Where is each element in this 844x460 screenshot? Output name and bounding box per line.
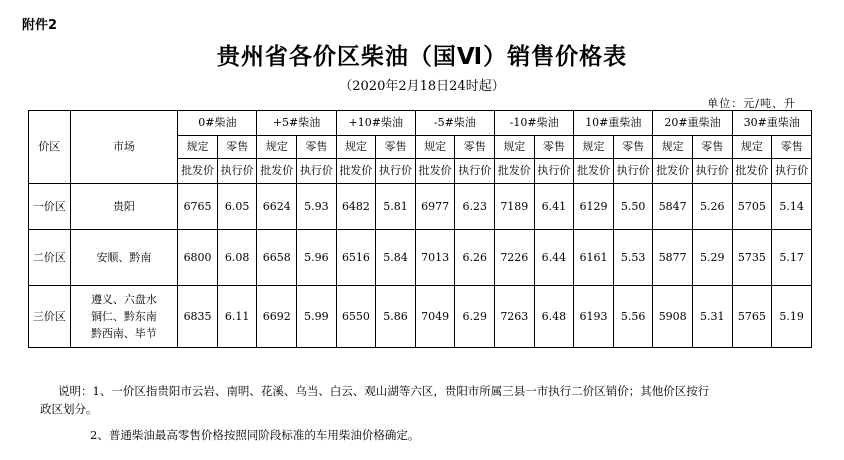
- wholesale-price-cell: 7263: [495, 286, 535, 348]
- retail-price-cell: 6.29: [455, 286, 495, 348]
- retail-price-cell: 5.93: [297, 184, 337, 230]
- retail-price-cell: 5.50: [613, 184, 653, 230]
- wholesale-price-cell: 6624: [257, 184, 297, 230]
- market-name: 遵义、六盘水: [90, 293, 157, 306]
- subheader-top: 规定: [257, 136, 297, 159]
- retail-price-cell: 6.44: [534, 230, 574, 286]
- subheader-bottom: 执行价: [692, 159, 732, 184]
- market-cell: [70, 230, 178, 286]
- market-name: 黔西南、毕节: [90, 327, 157, 340]
- fuel-type-header: 0#柴油: [178, 111, 257, 136]
- subheader-top: 零售: [376, 136, 416, 159]
- wholesale-price-cell: 6161: [574, 230, 614, 286]
- wholesale-price-cell: 5908: [653, 286, 693, 348]
- fuel-type-header: 30#重柴油: [732, 111, 811, 136]
- table-row: [29, 230, 812, 286]
- note-1-continued: 政区划分。: [40, 402, 98, 416]
- retail-price-cell: 6.11: [217, 286, 257, 348]
- retail-price-cell: 6.26: [455, 230, 495, 286]
- subheader-top: 规定: [178, 136, 218, 159]
- subheader-top: 规定: [574, 136, 614, 159]
- fuel-type-header: 20#重柴油: [653, 111, 732, 136]
- region-cell: 三价区: [29, 286, 71, 348]
- subheader-top: 零售: [692, 136, 732, 159]
- wholesale-price-cell: 6550: [336, 286, 376, 348]
- wholesale-price-cell: 6835: [178, 286, 218, 348]
- subheader-top: 零售: [613, 136, 653, 159]
- wholesale-price-cell: 5847: [653, 184, 693, 230]
- wholesale-price-cell: 6482: [336, 184, 376, 230]
- market-cell: [70, 184, 178, 230]
- subheader-bottom: 执行价: [613, 159, 653, 184]
- wholesale-price-cell: 7189: [495, 184, 535, 230]
- table-row: [29, 286, 812, 348]
- retail-price-cell: 5.31: [692, 286, 732, 348]
- subheader-top: 零售: [772, 136, 812, 159]
- wholesale-price-cell: 6977: [415, 184, 455, 230]
- wholesale-price-cell: 5735: [732, 230, 772, 286]
- subheader-bottom: 执行价: [455, 159, 495, 184]
- market-cell: [70, 286, 178, 348]
- subheader-bottom: 执行价: [376, 159, 416, 184]
- subheader-bottom: 执行价: [772, 159, 812, 184]
- retail-price-cell: 5.99: [297, 286, 337, 348]
- wholesale-price-cell: 7013: [415, 230, 455, 286]
- page-subtitle: （2020年2月18日24时起）: [339, 79, 505, 94]
- retail-price-cell: 6.41: [534, 184, 574, 230]
- retail-price-cell: 5.26: [692, 184, 732, 230]
- wholesale-price-cell: 5705: [732, 184, 772, 230]
- attachment-label: 附件2: [22, 18, 58, 33]
- wholesale-price-cell: 6800: [178, 230, 218, 286]
- wholesale-price-cell: 6658: [257, 230, 297, 286]
- subheader-bottom: 批发价: [178, 159, 218, 184]
- fuel-type-header: -5#柴油: [415, 111, 494, 136]
- note-1: 说明：1、一价区指贵阳市云岩、南明、花溪、乌当、白云、观山湖等六区，贵阳市所属三县一市执行二价区销价；其他价区按行: [58, 384, 710, 398]
- retail-price-cell: 6.05: [217, 184, 257, 230]
- subheader-bottom: 批发价: [732, 159, 772, 184]
- subheader-top: 零售: [297, 136, 337, 159]
- retail-price-cell: 5.29: [692, 230, 732, 286]
- subheader-top: 零售: [217, 136, 257, 159]
- subheader-bottom: 批发价: [495, 159, 535, 184]
- region-cell: 二价区: [29, 230, 71, 286]
- fuel-type-header: +10#柴油: [336, 111, 415, 136]
- wholesale-price-cell: 7226: [495, 230, 535, 286]
- header-region: 价区: [29, 111, 71, 184]
- retail-price-cell: 5.19: [772, 286, 812, 348]
- wholesale-price-cell: 5877: [653, 230, 693, 286]
- subheader-top: 规定: [415, 136, 455, 159]
- subheader-top: 规定: [732, 136, 772, 159]
- retail-price-cell: 5.53: [613, 230, 653, 286]
- wholesale-price-cell: 6129: [574, 184, 614, 230]
- subheader-bottom: 批发价: [653, 159, 693, 184]
- retail-price-cell: 5.86: [376, 286, 416, 348]
- wholesale-price-cell: 6765: [178, 184, 218, 230]
- retail-price-cell: 5.81: [376, 184, 416, 230]
- fuel-type-header: -10#柴油: [495, 111, 574, 136]
- fuel-type-header: 10#重柴油: [574, 111, 653, 136]
- retail-price-cell: 5.14: [772, 184, 812, 230]
- wholesale-price-cell: 5765: [732, 286, 772, 348]
- subheader-top: 零售: [455, 136, 495, 159]
- subheader-top: 规定: [653, 136, 693, 159]
- wholesale-price-cell: 7049: [415, 286, 455, 348]
- retail-price-cell: 5.56: [613, 286, 653, 348]
- note-2: 2、普通柴油最高零售价格按照同阶段标准的车用柴油价格确定。: [90, 428, 420, 442]
- fuel-type-header: +5#柴油: [257, 111, 336, 136]
- subheader-top: 零售: [534, 136, 574, 159]
- market-name: 安顺、黔南: [96, 251, 152, 264]
- subheader-bottom: 批发价: [415, 159, 455, 184]
- header-market: 市场: [70, 111, 178, 184]
- wholesale-price-cell: 6193: [574, 286, 614, 348]
- subheader-bottom: 执行价: [297, 159, 337, 184]
- price-table: [28, 110, 812, 348]
- retail-price-cell: 5.84: [376, 230, 416, 286]
- region-cell: 一价区: [29, 184, 71, 230]
- wholesale-price-cell: 6516: [336, 230, 376, 286]
- unit-label: 单位：元/吨、升: [707, 97, 796, 110]
- retail-price-cell: 5.96: [297, 230, 337, 286]
- table-row: [29, 184, 812, 230]
- subheader-bottom: 批发价: [336, 159, 376, 184]
- retail-price-cell: 6.48: [534, 286, 574, 348]
- retail-price-cell: 6.08: [217, 230, 257, 286]
- subheader-bottom: 批发价: [257, 159, 297, 184]
- subheader-bottom: 批发价: [574, 159, 614, 184]
- market-name: 铜仁、黔东南: [90, 310, 157, 323]
- retail-price-cell: 5.17: [772, 230, 812, 286]
- subheader-bottom: 执行价: [534, 159, 574, 184]
- page-title: 贵州省各价区柴油（国Ⅵ）销售价格表: [216, 44, 628, 70]
- retail-price-cell: 6.23: [455, 184, 495, 230]
- subheader-top: 规定: [336, 136, 376, 159]
- subheader-top: 规定: [495, 136, 535, 159]
- subheader-bottom: 执行价: [217, 159, 257, 184]
- market-name: 贵阳: [112, 200, 135, 213]
- wholesale-price-cell: 6692: [257, 286, 297, 348]
